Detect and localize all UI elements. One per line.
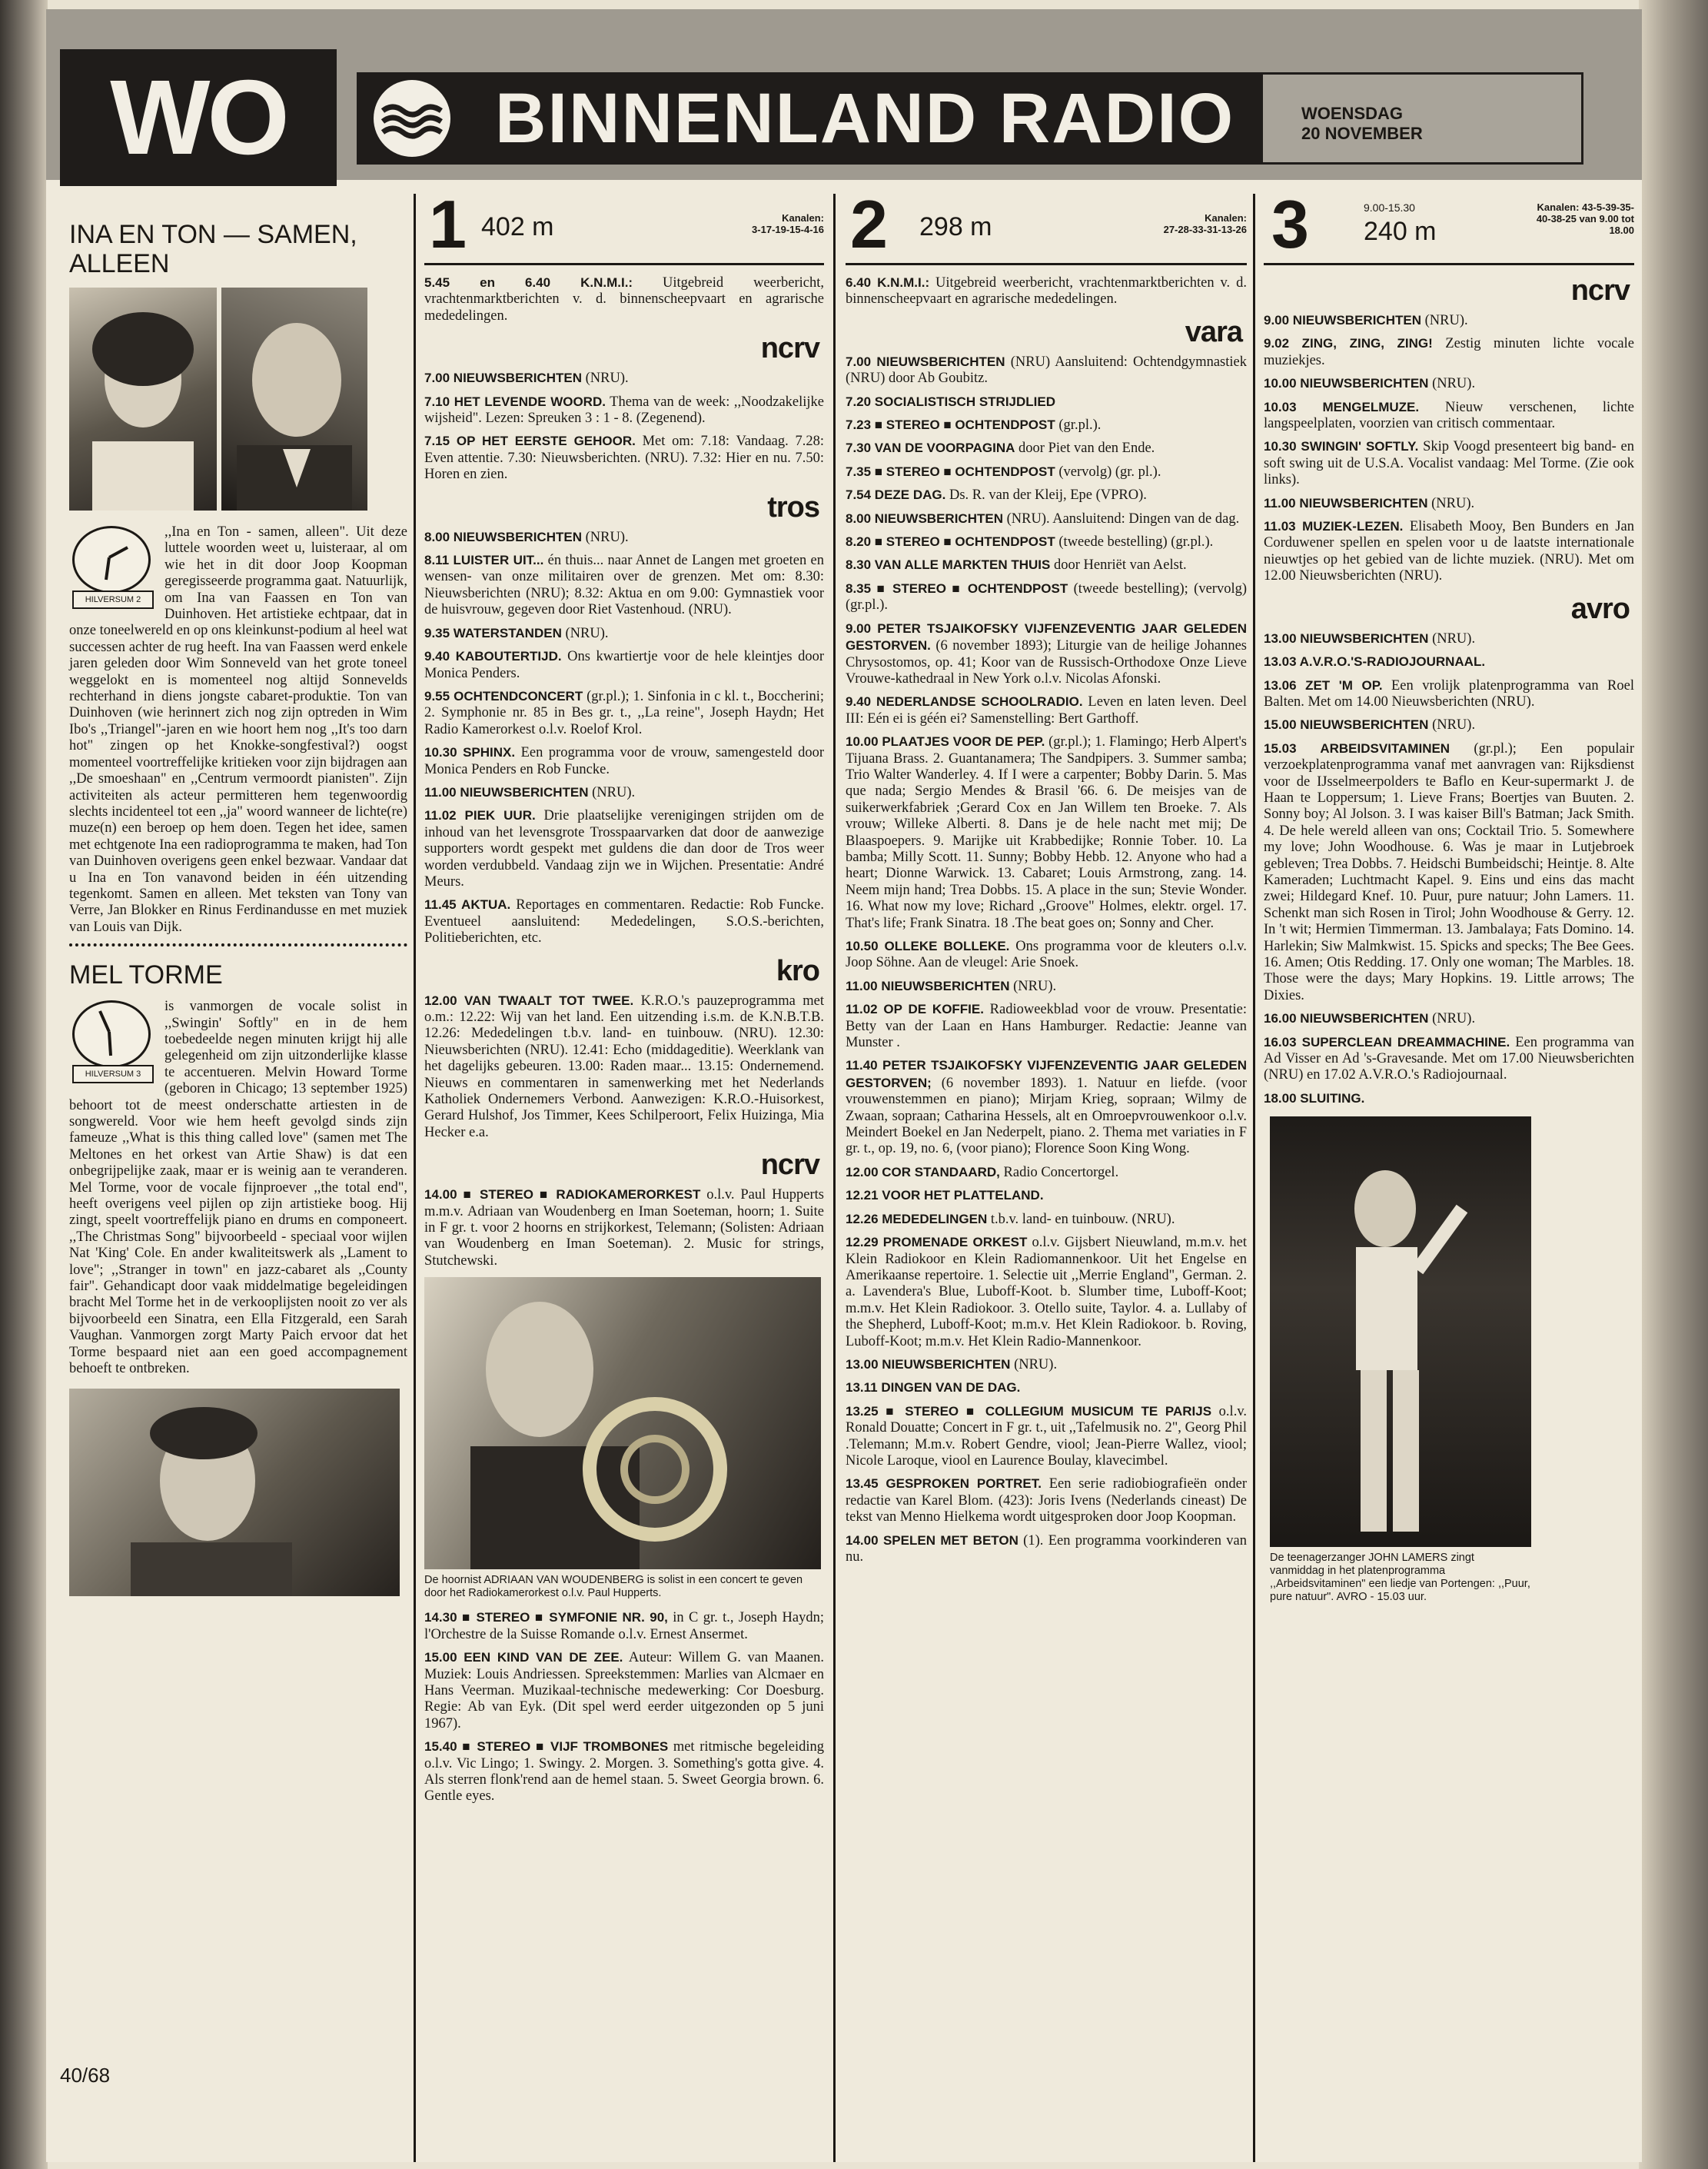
program-entry xyxy=(424,552,824,619)
program-entry xyxy=(846,1379,1247,1396)
program-description: Elisabeth Mooy, Ben Bunders en Jan Corduwener spellen en spelen voor u de laatste internationale nieuwtjes op het gebied van de lichte muziek. (NRU). Met om 12.00 Nieuwsberichten (NRU). xyxy=(1264,519,1634,584)
article-text: ,,Ina en Ton - samen, alleen". Uit deze luttele woorden weet u, luisteraar, al om wie het in dit door Joop Koopman geregisseerde programma gaat. Natuurlijk, om Ina van Faassen en Ton van Duinhoven. Het artistieke echtpaar, dat in onze toneelwereld en op ons kleinkunst-podium al heel wat successen achter de rug heeft. Ina van Faassen werd enkele jaren geleden door Wim Sonneveld van het grote toneel weggelokt en is momenteel nog altijd Sonnevelds rechterhand in diens jongste cabaret-produktie. Ton van Duinhoven (wie herinnert zich nog zijn optreden in Wim Ibo's ,,Triangel"-jaren en wie hoort hem nog ,,It's too darn hot" zingen op het Knokke-songfestival?) oogst momenteel voortreffelijke kritieken voor zijn bijdragen aan ,,De smoeshaan" en ,,Centrum vermoordt pianisten". Zijn activiteiten als acteur permitteren hem tegenwoordig slechts incidenteel tot een ,,ja" woord wanneer de lichte(re) muze(n) een beroep op hem doen. Tegen het idee, samen met echtgenote Ina een radioprogramma te maken, had Ton van Duinhoven overigens geen enkel bezwaar. Vandaar dat u Ina en Ton vanavond beiden in één uitzending tegenkomt. Samen en alleen. Met teksten van Tony van Verre, Jan Blokker en Rinus Ferdinandusse en met muziek van Louis van Dijk. xyxy=(69,524,407,935)
column-rule xyxy=(833,194,836,2162)
program-description: Een serie radiobiografieën onder redactie van Karel Blom. (423): Joris Ivens (Nederlands cineast) De tekst van Menno Hielkema wordt uitgesproken door Joop Koopman. xyxy=(846,1476,1247,1525)
photo-caption: De teenagerzanger JOHN LAMERS zingt vanmiddag in het platenprogramma ,,Arbeidsvitaminen" een liedje van Portengen: ,,Puur, pure natuur". AVRO - 15.03 uur. xyxy=(1270,1552,1530,1604)
column-rule xyxy=(1253,194,1255,2162)
program-title: 15.03 ARBEIDSVITAMINEN xyxy=(1264,740,1450,756)
clock-hilversum-2 xyxy=(69,524,154,609)
program-entry xyxy=(846,1001,1247,1051)
program-description: Skip Voogd presenteert big band- en soft swing uit de U.S.A. Vocalist vandaag: Mel Torme. (Zie ook links). xyxy=(1264,439,1634,488)
program-entry xyxy=(846,464,1247,481)
article-body-mel-torme xyxy=(69,999,407,1377)
kanalen: Kanalen: 43-5-39-35-40-38-25 van 9.00 tot 18.00 xyxy=(1536,201,1634,236)
program-entry xyxy=(1264,677,1634,711)
program-entry xyxy=(846,417,1247,434)
program-entry xyxy=(1264,740,1634,1005)
program-entry xyxy=(424,897,824,946)
channel-number: 3 xyxy=(1271,186,1309,262)
broadcaster-label: ncrv xyxy=(760,1149,819,1182)
wavelength: 402 m xyxy=(481,212,554,241)
portrait-photos xyxy=(69,288,407,515)
program-title: 11.00 NIEUWSBERICHTEN xyxy=(846,978,1010,993)
broadcaster-label: avro xyxy=(1570,592,1630,625)
program-description: (1). Een programma voorkinderen van nu. xyxy=(846,1532,1248,1565)
program-entry xyxy=(424,807,824,890)
program-entry xyxy=(424,1186,824,1269)
section-title-bar xyxy=(357,72,1261,165)
date-box xyxy=(1261,72,1583,165)
kanalen-label: Kanalen: xyxy=(782,212,824,224)
program-description: (NRU). xyxy=(581,529,629,545)
program-title: 13.03 A.V.R.O.'S-RADIOJOURNAAL. xyxy=(1264,654,1486,670)
program-title: 13.11 DINGEN VAN DE DAG. xyxy=(846,1380,1021,1396)
kanalen-label: Kanalen: xyxy=(1205,212,1247,224)
program-title: 9.00 NIEUWSBERICHTEN xyxy=(1264,313,1421,328)
program-entry xyxy=(424,1649,824,1732)
program-description: met ritmische begeleiding o.l.v. Vic Lingo; 1. Swingy. 2. Morgen. 3. Something's gotta give. 4. Als sterren flonk'rend aan de hemel staan. 5. Sweet Georgia brown. 6. Gentle eyes. xyxy=(424,1739,825,1805)
program-entry xyxy=(846,394,1247,411)
program-description: én thuis... naar Annet de Langen met groeten en wensen- van onze militairen over de grenzen. Met om: 8.30: Nieuwsberichten (NRU); 8.32: Aktua en om 9.00: Gymnastiek voor de huisvrouw, gegeven door Riet Vastenhoud. (NRU). xyxy=(424,553,824,618)
channel-3-column xyxy=(1264,186,1634,1604)
channel-1-programs xyxy=(424,274,824,1269)
article-text: is vanmorgen de vocale solist in ,,Swingin' Softly" en in de hem toebedeelde negen minuten krijgt hij alle gelegenheid om zijn uitzonderlijke klasse te accentueren. Melvin Howard Torme (geboren in Chicago; 13 september 1925) behoort tot de meest onderschatte artiesten in de songwereld. Voor wie hem heeft gevolgd sinds zijn fameuze ,,What is this thing called love" (samen met The Meltones en het orkest van Artie Shaw) is dat een onbegrijpelijke zaak, maar er is weinig aan te veranderen. Mel Torme, voor de vocale fijnproever ,,the total end", heeft overigens veel pijlen op zijn artistieke boog. Hij zingt, speelt voortreffelijk piano en drums en componeert. ,,The Christmas Song" bijvoorbeeld - speciaal voor wijlen Nat 'King' Cole. En ander kwaliteitswerk als ,,Lament to love"; ,,Stranger in town" en jazz-cabaret als ,,County fair". Gehandicapt door vaak middelmatige begeleidingen bracht Mel Torme het in de verkooplijsten nooit zo ver als bijvoorbeeld een Sinatra, een Ella Fitzgerald, een Sarah Vaughan. Vanmorgen zorgt Marty Paich ervoor dat het Torme bespaard niet aan een goed accompagnement behoeft te ontbreken. xyxy=(69,999,407,1377)
next-page-edge xyxy=(1639,0,1708,2169)
program-description: Nieuw verschenen, lichte langspeelplaten, voorzien van critisch commentaar. xyxy=(1264,399,1634,432)
program-title: 14.00 SPELEN MET BETON xyxy=(846,1532,1018,1548)
photo-adriaan-van-woudenberg xyxy=(424,1277,821,1569)
program-entry xyxy=(846,440,1247,457)
program-title: 10.30 SPHINX. xyxy=(424,745,516,760)
program-title: 12.21 VOOR HET PLATTELAND. xyxy=(846,1188,1044,1203)
program-title: 18.00 SLUITING. xyxy=(1264,1090,1365,1106)
program-entry xyxy=(846,1403,1247,1470)
program-title: 8.00 NIEUWSBERICHTEN xyxy=(424,529,582,544)
program-title: 15.00 EEN KIND VAN DE ZEE. xyxy=(424,1650,623,1665)
program-description: (NRU). xyxy=(1009,978,1057,994)
photo-caption: De hoornist ADRIAAN VAN WOUDENBERG is solist in een concert te geven door het Radiokamerorkest o.l.v. Paul Hupperts. xyxy=(424,1574,803,1600)
program-title: 14.30 ■ STEREO ■ SYMFONIE NR. 90, xyxy=(424,1610,668,1625)
program-description: (gr.pl.); Een populair verzoekplatenprogramma vanaf met aanvragen van: Rijksdienst voor de IJsselmeerpolders te Baflo en Keur-supermarkt J. de Haan te Loppersum; 1. Lieve Frans; Boertjes van Buuten. 2. Sonny boy; Al Jolson. 3. I was kaiser Bill's Batman; Jack Smith. 4. De hele wereld alleen van ons; Cocktail Trio. 5. Somewhere my love; John Woodhouse. 6. Was je maar in Lutjebroek gebleven; Trea Dobbs. 7. Heidschi Bumbeidschi; Heintje. 8. Alte Kameraden; Luchtmacht Kapel. 9. Eins und eins das macht zwei; Hildegard Knef. 10. Puur, pure natuur; John Lamers. 11. Schenkt man sich Rosen in Tirol; John Woodhouse & Gerry. 12. In 't wit; Hermien Timmerman. 13. Jambalaya; Fats Domino. 14. Harlekin; Siw Malmkwist. 15. Spicks and specks; The Bee Gees. 16. Amen; Otis Redding. 17. Only one woman; The Marbles. 18. Those were the days; Mary Hopkins. 19. Little arrows; The Dixies. xyxy=(1264,740,1634,1003)
program-entry xyxy=(1264,399,1634,433)
channel-number: 1 xyxy=(429,186,467,262)
program-description: Radio Concertorgel. xyxy=(999,1164,1119,1180)
article-body-ina-en-ton xyxy=(69,524,407,936)
program-title: 7.20 SOCIALISTISCH STRIJDLIED xyxy=(846,394,1055,409)
program-title: 10.30 SWINGIN' SOFTLY. xyxy=(1264,439,1419,454)
program-title: 9.40 NEDERLANDSE SCHOOLRADIO. xyxy=(846,694,1083,710)
broadcaster-label: vara xyxy=(1185,315,1242,348)
program-description: (NRU). xyxy=(561,625,609,641)
program-title: 16.00 NIEUWSBERICHTEN xyxy=(1264,1011,1429,1026)
program-entry xyxy=(1264,312,1634,329)
program-title: 11.00 NIEUWSBERICHTEN xyxy=(1264,495,1428,511)
program-entry xyxy=(424,784,824,801)
channel-2-header xyxy=(846,186,1247,262)
program-title: 10.03 MENGELMUZE. xyxy=(1264,399,1420,414)
program-description: in C gr. t., Joseph Haydn; l'Orchestre de la Suisse Romande o.l.v. Ernest Ansermet. xyxy=(424,1610,824,1642)
program-title: 9.40 KABOUTERTIJD. xyxy=(424,649,562,664)
program-description: (6 november 1893); Liturgie van de heilige Johannes Chrysostomos, op. 41; Koor van de Russisch-Orthodoxe Onze Lieve Vrouwe-kathedraal in New York o.l.v. Nicolas Afonski. xyxy=(846,638,1247,687)
article-title-mel-torme: MEL TORME xyxy=(69,960,223,990)
column-rule xyxy=(414,194,416,2162)
program-description: (NRU). xyxy=(1010,1356,1058,1372)
program-entry xyxy=(846,534,1247,551)
program-title: 16.03 SUPERCLEAN DREAMMACHINE. xyxy=(1264,1034,1510,1050)
program-description: Thema van de week: ,,Noodzakelijke wijsheid". Lezen: Spreuken 3 : 1 - 8. (Zegenend). xyxy=(424,394,824,427)
program-description: (tweede bestelling); (vervolg) (gr.pl.). xyxy=(846,581,1247,614)
program-title: 11.40 PETER TSJAIKOFSKY VIJFENZEVENTIG JAAR GELEDEN GESTORVEN; xyxy=(846,1058,1247,1090)
program-title: 8.00 NIEUWSBERICHTEN xyxy=(846,511,1003,526)
program-entry xyxy=(846,1532,1247,1566)
broadcaster-label: ncrv xyxy=(760,332,819,365)
program-description: (6 november 1893). 1. Natuur en liefde. (voor vrouwenstemmen en piano); Mirjam Krieg, sopraan; Wilmy de Zwaan, sopraan; Catharina Hessels, alt en Omroepvrouwenkoor o.l.v. Meindert Boekel en Jan Nederpelt, piano. 2. Thema met variaties in F gr. t., op. 19, no. 6, (voor piano); Florence Soon King Wong. xyxy=(846,1075,1247,1157)
program-title: 10.00 PLAATJES VOOR DE PEP. xyxy=(846,734,1045,750)
channel-3-header xyxy=(1264,186,1634,262)
program-description: (NRU). xyxy=(1428,1011,1476,1027)
program-entry xyxy=(1264,1010,1634,1027)
broadcaster-label: tros xyxy=(767,491,819,524)
program-entry xyxy=(846,511,1247,527)
program-entry xyxy=(424,1609,824,1643)
program-entry xyxy=(1264,375,1634,392)
program-description: Ons programma voor de kleuters o.l.v. Joop Söhne. Aan de vleugel: Arie Snoek. xyxy=(846,939,1247,971)
program-title: 7.00 NIEUWSBERICHTEN xyxy=(424,371,582,386)
program-title: 13.00 NIEUWSBERICHTEN xyxy=(1264,630,1429,646)
program-title: 9.35 WATERSTANDEN xyxy=(424,625,562,640)
program-description: door Piet van den Ende. xyxy=(1015,441,1155,457)
program-description: (NRU). xyxy=(1421,313,1468,328)
program-description: Zestig minuten lichte vocale muziekjes. xyxy=(1264,336,1634,368)
program-entry xyxy=(1264,1090,1634,1107)
section-title: BINNENLAND RADIO xyxy=(495,79,1235,158)
channel-2-programs xyxy=(846,274,1247,1565)
program-description: Reportages en commentaren. Redactie: Rob Funcke. Eventueel aansluitend: Mededelingen, S.O.S.-berichten, Politieberichten, etc. xyxy=(424,897,824,946)
program-description: (gr.pl.); 1. Sinfonia in c kl. t., Boccherini; 2. Symphonie nr. 85 in Bes gr. t., ,,La reine", Joseph Haydn; Het Radio Kamerorkest o.l.v. Roelof Krol. xyxy=(424,688,824,737)
day-code: WO xyxy=(60,49,337,186)
program-title: 13.06 ZET 'M OP. xyxy=(1264,677,1383,693)
channel-3-programs xyxy=(1264,274,1634,1107)
program-title: 13.25 ■ STEREO ■ COLLEGIUM MUSICUM TE PARIJS xyxy=(846,1403,1212,1419)
wavelength: 240 m xyxy=(1364,217,1437,246)
program-entry xyxy=(424,625,824,642)
program-title: 11.00 NIEUWSBERICHTEN xyxy=(424,784,589,800)
program-entry xyxy=(424,433,824,483)
kanalen-values: 27-28-33-31-13-26 xyxy=(1163,224,1247,235)
program-description: (NRU). xyxy=(1428,630,1476,647)
program-entry xyxy=(424,993,824,1142)
program-description: Radioweekblad voor de vrouw. Presentatie: Betty van der Laan en Hans Hamburger. Redactie: Jeanne van Munster . xyxy=(846,1002,1247,1051)
program-description: (NRU). xyxy=(1428,717,1476,734)
program-description: (gr.pl.). xyxy=(1055,417,1102,434)
program-entry xyxy=(846,1234,1247,1350)
program-description: (NRU). xyxy=(588,784,636,800)
program-title: 13.45 GESPROKEN PORTRET. xyxy=(846,1476,1042,1492)
program-entry xyxy=(846,1211,1247,1228)
program-title: 7.35 ■ STEREO ■ OCHTENDPOST xyxy=(846,464,1055,479)
binding-spine xyxy=(0,0,48,2169)
program-description: Ons kwartiertje voor de hele kleintjes door Monica Penders. xyxy=(424,649,824,681)
broadcaster-label: ncrv xyxy=(1570,274,1630,307)
program-description: door Henriët van Aelst. xyxy=(1050,557,1187,574)
program-title: 7.00 NIEUWSBERICHTEN xyxy=(846,354,1005,369)
program-entry xyxy=(846,1187,1247,1204)
program-title: 8.35 ■ STEREO ■ OCHTENDPOST xyxy=(846,581,1068,596)
program-description: o.l.v. Gijsbert Nieuwland, m.m.v. het Klein Radiokoor en Klein Radiomannenkoor. Uit het Engelse en Amerikaanse repertoire. 1. Selectie uit ,,Merrie England", German. 2. a. Lavendera's Blue, Luboff-Koot. b. Slumber time, Luboff-Koot; m.m.v. Het Klein Radiokoor. 3. Otello suite, Taylor. 4. a. Lullaby of the Shepherd, Luboff-Koot; m.m.v. Het Klein Radiokoor. b. Roving, Luboff-Koot; m.m.v. Het Klein Radio-Mannenkoor. xyxy=(846,1235,1247,1349)
program-entry xyxy=(846,1057,1247,1157)
program-description: (NRU). xyxy=(1428,376,1476,392)
program-title: 8.20 ■ STEREO ■ OCHTENDPOST xyxy=(846,534,1055,550)
header-rule xyxy=(424,263,824,265)
program-title: 7.10 HET LEVENDE WOORD. xyxy=(424,394,606,409)
program-entry xyxy=(846,581,1247,614)
program-description: Een vrolijk platenprogramma van Roel Balten. Met om 14.00 Nieuwsberichten (NRU). xyxy=(1264,677,1634,710)
program-entry xyxy=(846,1475,1247,1525)
program-description: Drie plaatselijke verenigingen strijden om de inhoud van het levensgrote Trosspaarvarken dat door de aanwezige supporters wordt gespekt met guldens die dan door de Tros weer worden verdubbeld. Vandaag zijn we in Wijchen. Presentatie: André Meurs. xyxy=(424,808,824,890)
broadcaster-label: kro xyxy=(776,954,819,987)
program-title: 7.15 OP HET EERSTE GEHOOR. xyxy=(424,434,636,449)
program-entry xyxy=(424,394,824,427)
program-title: 11.02 PIEK UUR. xyxy=(424,808,536,823)
header-rule xyxy=(1264,263,1634,265)
program-entry xyxy=(1264,654,1634,670)
photo-ina-van-faassen xyxy=(69,288,217,511)
program-title: 9.55 OCHTENDCONCERT xyxy=(424,688,583,704)
program-title: 7.54 DEZE DAG. xyxy=(846,487,946,503)
program-title: 8.30 VAN ALLE MARKTEN THUIS xyxy=(846,557,1051,573)
program-title: 7.30 VAN DE VOORPAGINA xyxy=(846,441,1015,456)
program-title: 15.40 ■ STEREO ■ VIJF TROMBONES xyxy=(424,1739,669,1755)
clock-icon xyxy=(72,526,151,594)
waves-logo-icon xyxy=(374,80,450,157)
kanalen xyxy=(752,212,824,235)
program-entry xyxy=(424,529,824,546)
channel-2-column xyxy=(846,186,1248,1572)
program-entry xyxy=(424,688,824,738)
program-description: o.l.v. Ronald Douatte; Concert in F gr. t., uit ,,Tafelmusik no. 2", Georg Phil .Telemann; M.m.v. Robert Gendre, viool; Jean-Pierre Wallez, viool; Nicole Laroque, viool en Laurence Boulay, klavecimbel. xyxy=(846,1403,1247,1469)
program-entry xyxy=(846,274,1247,308)
magazine-page xyxy=(46,9,1642,2162)
program-entry xyxy=(846,354,1247,388)
article-title: INA EN TON — SAMEN, ALLEEN xyxy=(69,220,357,278)
photo-mel-torme xyxy=(69,1389,400,1596)
divider xyxy=(69,943,407,950)
program-title: 12.00 COR STANDAARD, xyxy=(846,1164,1000,1179)
program-description: Uitgebreid weerbericht, vrachtenmarktberichten v. d. binnenscheepvaart en agrarische mededelingen. xyxy=(424,275,824,324)
date: 20 NOVEMBER xyxy=(1301,124,1423,143)
program-entry xyxy=(424,648,824,682)
program-entry xyxy=(424,274,824,324)
program-description: (gr.pl.); 1. Flamingo; Herb Alpert's Tijuana Brass. 2. Guantanamera; The Sandpipers. 3. Summer samba; Trio Walter Wanderley. 4. If I were a carpenter; Bobby Darin. 5. Mas que nada; Sergio Mendes & Brasil '66. 6. De meisjes van de suikerwerkfabriek ;Gerard Cox en Jan Willem ten Broeke. 7. Als vrouw; Willeke Alberti. 8. Dans je de hele nacht met mij; De Blaaspoepers. 9. Marijke uit Krabbedijke; Ronnie Tober. 10. La bamba; Milly Scott. 11. Sunny; Bobby Hebb. 12. Anyone who had a heart; Dionne Warwick. 13. Cabaret; Louis Armstrong, zang. 14. Neem mijn hand; Trea Dobbs. 15. A place in the sun; Stevie Wonder. 16. What now my love; Richard ,,Groove" Holmes, elektr. orgel. 17. That's life; Frank Sinatra. 18 .The beat goes on; Sonny and Cher. xyxy=(846,734,1247,931)
clock-icon xyxy=(72,1000,151,1068)
program-entry xyxy=(846,487,1247,504)
program-description: K.R.O.'s pauzeprogramma met o.m.: 12.22: Wij van het land. Een uitzending i.s.m. de K.N.B.T.B. 12.26: Mededelingen t.b.v. land- en tuinbouw. (NRU). 12.30: Nieuwsberichten (NRU). 12.41: Echo (middageditie). Weerklank van het dagelijks gebeuren. 13.00: Raden maar... 13.15: Ondernemend. Nieuws en commentaren in samenwerking met het Nederlands Katholiek Ondernemers Verbond. Aanwezigen: K.R.O.-Huisorkest, Gerard Hulshof, Jos Timmer, Kees Schilperoort, Felix Huizinga, Mia Hecker e.a. xyxy=(424,993,824,1140)
program-title: 12.29 PROMENADE ORKEST xyxy=(846,1235,1028,1250)
program-title: 11.45 AKTUA. xyxy=(424,897,511,913)
program-description: o.l.v. Paul Hupperts m.m.v. Adriaan van Woudenberg en Iman Soeteman, hoorn; 1. Suite in F gr. t. voor 2 hoorns en strijkorkest, Telemann; (Solisten: Adriaan van Woudenberg en Iman Soeteman). 2. Music for strings, Stutchewski. xyxy=(424,1187,824,1269)
program-description: Uitgebreid weerbericht, vrachtenmarktberichten v. d. binnenscheepvaart en agrarische mededelingen. xyxy=(846,275,1247,308)
page-number: 40/68 xyxy=(60,2064,111,2087)
program-description: Een programma van Ad Visser en Ad 's-Gravesande. Met om 17.00 Nieuwsberichten (NRU) en 17.02 A.V.R.O.'s Radiojournaal. xyxy=(1264,1034,1634,1083)
program-title: 12.00 VAN TWAALT TOT TWEE. xyxy=(424,993,634,1008)
program-entry xyxy=(846,620,1247,688)
program-description: Auteur: Willem G. van Maanen. Muziek: Louis Andriessen. Spreekstemmen: Marlies van Alcmaer en Hans Veerman. Muzikaal-technische medewerking: Cor Doesburg. Regie: Ab van Eyk. (Dit spel werd eerder uitgezonden op 5 juni 1967). xyxy=(424,1650,824,1732)
program-title: 10.50 OLLEKE BOLLEKE. xyxy=(846,939,1010,953)
program-entry xyxy=(846,938,1247,972)
program-title: 10.00 NIEUWSBERICHTEN xyxy=(1264,376,1429,391)
program-description: (NRU) Aansluitend: Ochtendgymnastiek (NRU) door Ab Goubitz. xyxy=(846,354,1247,387)
channel-number: 2 xyxy=(850,186,888,262)
program-title: 11.03 MUZIEK-LEZEN. xyxy=(1264,519,1404,534)
program-description: Een programma voor de vrouw, samengesteld door Monica Penders en Rob Funcke. xyxy=(424,745,824,777)
channel-1-header xyxy=(424,186,824,262)
clock-label: HILVERSUM 3 xyxy=(72,1065,154,1083)
program-entry xyxy=(424,1738,824,1805)
program-entry xyxy=(846,734,1247,932)
program-title: 7.23 ■ STEREO ■ OCHTENDPOST xyxy=(846,417,1055,433)
channel-1-column xyxy=(424,186,825,1811)
program-title: 15.00 NIEUWSBERICHTEN xyxy=(1264,717,1429,733)
program-title: 11.02 OP DE KOFFIE. xyxy=(846,1002,984,1017)
program-title: 13.00 NIEUWSBERICHTEN xyxy=(846,1356,1011,1372)
program-entry xyxy=(1264,495,1634,512)
program-title: 8.11 LUISTER UIT... xyxy=(424,553,544,568)
program-title: 6.40 K.N.M.I.: xyxy=(846,275,930,290)
program-title: 9.02 ZING, ZING, ZING! xyxy=(1264,336,1433,351)
program-entry xyxy=(1264,335,1634,369)
program-description: (vervolg) (gr. pl.). xyxy=(1055,464,1161,480)
photo-ton-van-duinhoven xyxy=(221,288,367,511)
channel-1-programs-afternoon xyxy=(424,1609,824,1805)
program-description: t.b.v. land- en tuinbouw. (NRU). xyxy=(987,1211,1175,1227)
program-entry xyxy=(846,694,1247,727)
program-description: (tweede bestelling) (gr.pl.). xyxy=(1055,534,1214,551)
wavelength: 298 m xyxy=(919,212,992,241)
kanalen xyxy=(1164,212,1247,235)
program-entry xyxy=(846,1356,1247,1373)
clock-hilversum-3 xyxy=(69,999,154,1083)
program-entry xyxy=(424,744,824,778)
weekday: WOENSDAG xyxy=(1301,104,1403,123)
program-entry xyxy=(1264,438,1634,488)
program-description: Ds. R. van der Kleij, Epe (VPRO). xyxy=(945,487,1147,504)
program-description: (NRU). xyxy=(581,371,629,387)
program-title: 9.00 PETER TSJAIKOFSKY VIJFENZEVENTIG JAAR GELEDEN GESTORVEN. xyxy=(846,620,1247,654)
program-description: (NRU). Aansluitend: Dingen van de dag. xyxy=(1002,511,1240,527)
page-header xyxy=(46,9,1642,180)
program-entry xyxy=(1264,630,1634,647)
program-entry xyxy=(1264,518,1634,585)
program-title: 14.00 ■ STEREO ■ RADIOKAMERORKEST xyxy=(424,1187,701,1203)
program-title: 12.26 MEDEDELINGEN xyxy=(846,1211,988,1226)
program-title: 5.45 en 6.40 K.N.M.I.: xyxy=(424,275,633,290)
clock-label: HILVERSUM 2 xyxy=(72,590,154,609)
program-entry xyxy=(1264,717,1634,734)
broadcast-hours: 9.00-15.30 xyxy=(1364,201,1415,214)
kanalen-values: 3-17-19-15-4-16 xyxy=(752,224,824,235)
program-description: Leven en laten leven. Deel III: Eén ei is géén ei? Samenstelling: Bert Garthoff. xyxy=(846,694,1247,727)
program-entry xyxy=(846,1164,1247,1181)
program-description: (NRU). xyxy=(1427,495,1475,511)
program-entry xyxy=(424,370,824,387)
header-rule xyxy=(846,263,1247,265)
program-description: Met om: 7.18: Vandaag. 7.28: Even attentie. 7.30: Nieuwsberichten. (NRU). 7.32: Hier en nu. 7.50: Horen en zien. xyxy=(424,434,824,483)
program-entry xyxy=(846,978,1247,995)
program-entry xyxy=(1264,1034,1634,1084)
program-entry xyxy=(846,557,1247,574)
left-column xyxy=(69,189,407,1596)
photo-john-lamers xyxy=(1270,1116,1531,1547)
